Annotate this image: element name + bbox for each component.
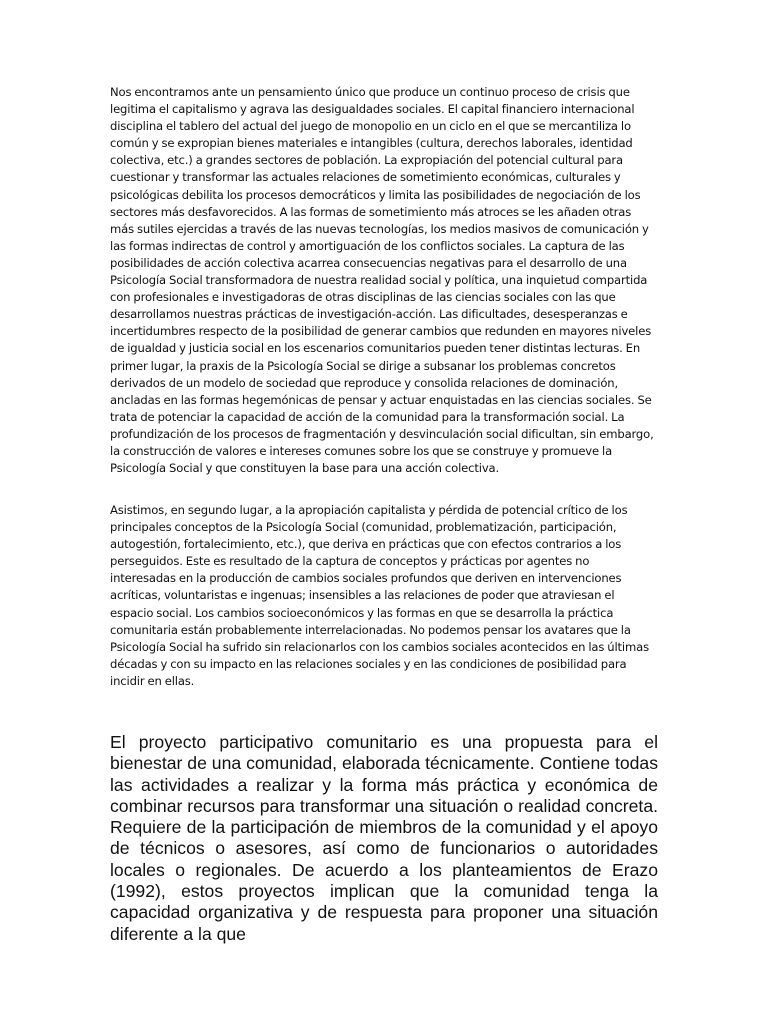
body-paragraph: Nos encontramos ante un pensamiento único que produce un continuo proceso de crisis que legitima el capitalismo y agrava las desigualdades sociales. El capital financiero internacional disciplina el tablero del actual del juego de monopolio en un ciclo en el que se mercantiliza lo común y se expropian bienes materiales e intangibles (cultura, derechos laborales, identidad colectiva, etc.) a grandes sectores de población. La expropiación del potencial cultural para cuestionar y transformar las actuales relaciones de sometimiento económicas, culturales y psicológicas debilita los procesos democráticos y limita las posibilidades de negociación de los sectores más desfavorecidos. A las formas de sometimiento más atroces se les añaden otras más sutiles ejercidas a través de las nuevas tecnologías, los medios masivos de comunicación y las formas indirectas de control y amortiguación de los conflictos sociales. La captura de las posibilidades de acción colectiva acarrea consecuencias negativas para el desarrollo de una Psicología Social transformadora de nuestra realidad social y política, una inquietud compartida con profesionales e investigadoras de otras disciplinas de las ciencias sociales con las que desarrollamos nuestras prácticas de investigación-acción. Las dificultades, desesperanzas e incertidumbres respecto de la posibilidad de generar cambios que redunden en mayores niveles de igualdad y justicia social en los escenarios comunitarios pueden tener distintas lecturas. En primer lugar, la praxis de la Psicología Social se dirige a subsanar los problemas concretos derivados de un modelo de sociedad que reproduce y consolida relaciones de dominación, ancladas en las formas hegemónicas de pensar y actuar enquistadas en las ciencias sociales. Se trata de potenciar la capacidad de acción de la comunidad para la transformación social. La profundización de los procesos de fragmentación y desvinculación social dificultan, sin embargo, la construcción de valores e intereses comunes sobre los que se construye y promueve la Psicología Social y que constituyen la base para una acción colectiva. — [110, 85, 654, 476]
body-paragraph: Asistimos, en segundo lugar, a la apropiación capitalista y pérdida de potencial crítico de los principales conceptos de la Psicología Social (comunidad, problematización, participación, autogestión, fortalecimiento, etc.), que deriva en prácticas que con efectos contrarios a los perseguidos. Este es resultado de la captura de conceptos y prácticas por agentes no interesadas en la producción de cambios sociales profundos que deriven en intervenciones acríticas, voluntaristas e ingenuas; insensibles a las relaciones de poder que atraviesan el espacio social. Los cambios socioeconómicos y las formas en que se desarrolla la práctica comunitaria están probablemente interrelacionadas. No podemos pensar los avatares que la Psicología Social ha sufrido sin relacionarlos con los cambios sociales acontecidos en las últimas décadas y con su impacto en las relaciones sociales y en las condiciones de posibilidad para incidir en ellas. — [110, 503, 649, 688]
body-paragraph: El proyecto participativo comunitario es una propuesta para el bienestar de una comunidad, elaborada técnicamente. Contiene todas las actividades a realizar y la forma más práctica y económica de combinar recursos para transformar una situación o realidad concreta. Requiere de la participación de miembros de la comunidad y el apoyo de técnicos o asesores, así como de funcionarios o autoridades locales o regionales. De acuerdo a los planteamientos de Erazo (1992), estos proyectos implican que la comunidad tenga la capacidad organizativa y de respuesta para proponer una situación diferente a la que — [110, 732, 658, 944]
